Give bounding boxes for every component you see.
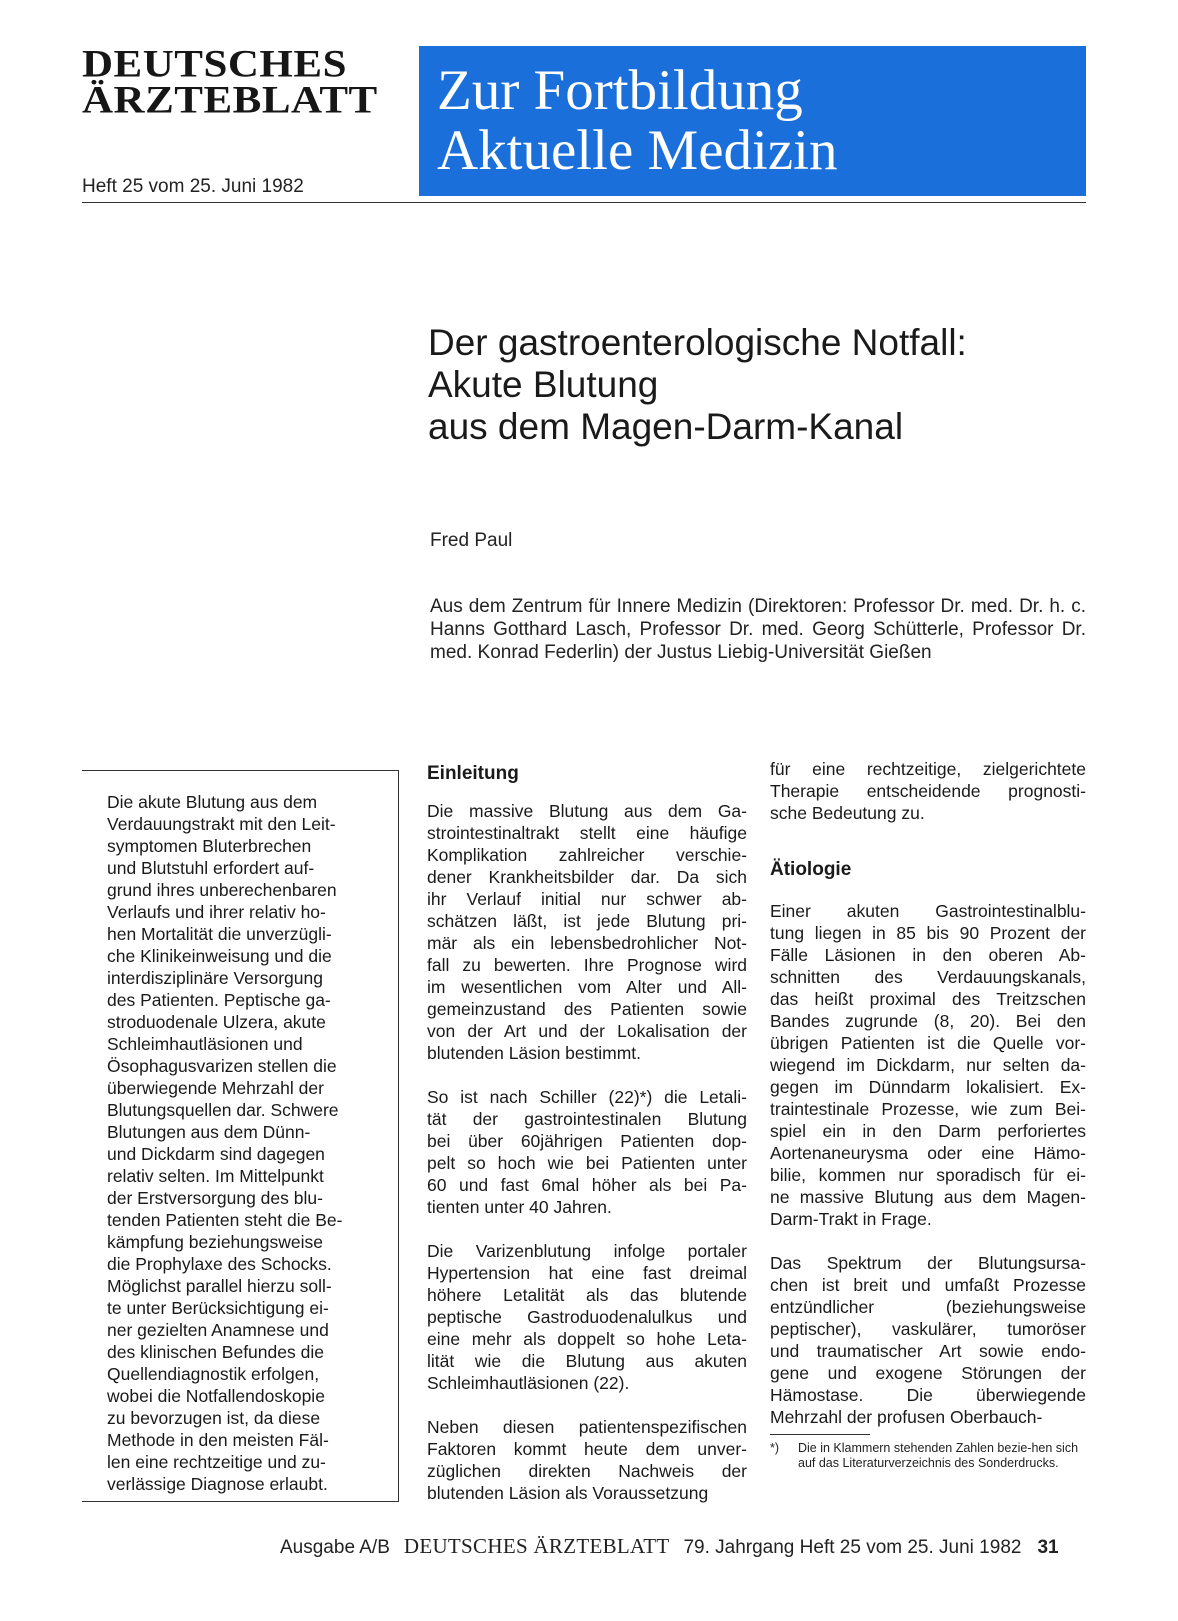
column-middle <box>427 762 747 1504</box>
text-line: Therapie entscheidende prognosti- <box>770 781 1086 801</box>
page-number: 31 <box>1037 1537 1059 1558</box>
text-line: tung liegen in 85 bis 90 Prozent der <box>770 923 1086 943</box>
text-line: Die massive Blutung aus dem Ga- <box>427 801 747 821</box>
text-line: pelt so hoch wie bei Patienten unter <box>427 1153 747 1173</box>
paragraph <box>427 800 747 1064</box>
masthead-title-line2: ÄRZTEBLATT <box>82 78 378 122</box>
text-line: Methode in den meisten Fäl- <box>107 1430 329 1450</box>
text-line: kämpfung beziehungsweise <box>107 1232 323 1252</box>
footer-volume: 79. Jahrgang Heft 25 vom 25. Juni 1982 <box>683 1537 1022 1558</box>
text-line: Hypertension hat eine fast dreimal <box>427 1263 747 1283</box>
text-line: überwiegende Mehrzahl der <box>107 1078 324 1098</box>
text-line: die Prophylaxe des Schocks. <box>107 1254 332 1274</box>
title-line: Der gastroenterologische Notfall: <box>428 322 967 363</box>
author-name: Fred Paul <box>430 530 513 551</box>
text-line: gegen im Dünndarm lokalisiert. Ex- <box>770 1077 1086 1097</box>
text-line: Quellendiagnostik erfolgen, <box>107 1364 320 1384</box>
text-line: dener Krankheitsbilder dar. Da sich <box>427 867 747 887</box>
text-line: gemeinzustand des Patienten sowie <box>427 999 747 1019</box>
text-line: Blutungsquellen dar. Schwere <box>107 1100 339 1120</box>
text-line: zu bevorzugen ist, da diese <box>107 1408 321 1428</box>
text-line: Die akute Blutung aus dem <box>107 792 318 812</box>
text-line: tienten unter 40 Jahren. <box>427 1197 612 1217</box>
masthead-title-line1: DEUTSCHES <box>82 42 347 86</box>
column-right <box>770 758 1086 1471</box>
text-line: strointestinaltrakt stellt eine häufige <box>427 823 747 843</box>
text-line: Aortenaneurysma oder eine Hämo- <box>770 1143 1086 1163</box>
text-line: bei über 60jährigen Patienten dop- <box>427 1131 747 1151</box>
text-line: und Blutstuhl erfordert auf- <box>107 858 315 878</box>
footnote-rule <box>770 1434 870 1435</box>
text-line: Mehrzahl der profusen Oberbauch- <box>770 1407 1043 1427</box>
text-line: Schleimhautläsionen und <box>107 1034 303 1054</box>
text-line: schnitten des Verdauungskanals, <box>770 967 1086 987</box>
text-line: des Patienten. Peptische ga- <box>107 990 331 1010</box>
affiliation: Aus dem Zentrum für Innere Medizin (Direktoren: Professor Dr. med. Dr. h. c. Hanns Gotthard Lasch, Professor Dr. med. Georg Schütterle, Professor Dr. med. Konrad Federlin) der Justus Liebig-Universität Gießen <box>430 596 1086 663</box>
paragraph <box>770 758 1086 824</box>
text-line: wobei die Notfallendoskopie <box>107 1386 325 1406</box>
text-line: Ösophagusvarizen stellen die <box>107 1056 337 1076</box>
text-line: schätzen läßt, ist jede Blutung pri- <box>427 911 747 931</box>
text-line: Das Spektrum der Blutungsursa- <box>770 1253 1086 1273</box>
text-line: blutenden Läsion bestimmt. <box>427 1043 642 1063</box>
text-line: sche Bedeutung zu. <box>770 803 925 823</box>
text-line: und Dickdarm sind dagegen <box>107 1144 325 1164</box>
paragraph <box>770 900 1086 1230</box>
text-line: Hämostase. Die überwiegende <box>770 1385 1086 1405</box>
text-line: eine mehr als doppelt so hohe Leta- <box>427 1329 747 1349</box>
paragraph <box>770 1252 1086 1428</box>
text-line: übrigen Patienten ist die Quelle vor- <box>770 1033 1086 1053</box>
text-line: stroduodenale Ulzera, akute <box>107 1012 326 1032</box>
text-line: che Klinikeinweisung und die <box>107 946 332 966</box>
text-line: Verdauungstrakt mit den Leit- <box>107 814 336 834</box>
text-line: ihr Verlauf initial nur schwer ab- <box>427 889 747 909</box>
text-line: Bandes zugrunde (8, 20). Bei den <box>770 1011 1086 1031</box>
footnote-text: Die in Klammern stehenden Zahlen bezie-hen sich auf das Literaturverzeichnis des Sonderdrucks. <box>798 1441 1079 1470</box>
paragraph <box>427 1086 747 1218</box>
banner-line2: Aktuelle Medizin <box>437 119 838 182</box>
footer-edition: Ausgabe A/B <box>280 1537 390 1558</box>
text-line: chen ist breit und umfaßt Prozesse <box>770 1275 1086 1295</box>
text-line: So ist nach Schiller (22)*) die Letali- <box>427 1087 747 1107</box>
title-line: aus dem Magen-Darm-Kanal <box>428 406 904 447</box>
text-line: bilie, kommen nur sporadisch für ei- <box>770 1165 1086 1185</box>
text-line: ner gezielten Anamnese und <box>107 1320 329 1340</box>
article-title <box>428 322 1128 448</box>
text-line: des klinischen Befundes die <box>107 1342 324 1362</box>
text-line: von der Art und der Lokalisation der <box>427 1021 747 1041</box>
text-line: 60 und fast 6mal höher als bei Pa- <box>427 1175 747 1195</box>
section-banner <box>419 46 1086 196</box>
text-line: grund ihres unberechenbaren <box>107 880 337 900</box>
text-line: und traumatischer Art sowie endo- <box>770 1341 1086 1361</box>
text-line: entzündlicher (beziehungsweise <box>770 1297 1086 1317</box>
text-line: Die Varizenblutung infolge portaler <box>427 1241 747 1261</box>
footer-brand: DEUTSCHES ÄRZTEBLATT <box>403 1534 670 1558</box>
text-line: gene und exogene Störungen der <box>770 1363 1086 1383</box>
text-line: züglichen direkten Nachweis der <box>427 1461 747 1481</box>
text-line: symptomen Bluterbrechen <box>107 836 312 856</box>
header-rule <box>82 202 1086 203</box>
text-line: ne massive Blutung aus dem Magen- <box>770 1187 1086 1207</box>
text-line: tät der gastrointestinalen Blutung <box>427 1109 747 1129</box>
text-line: für eine rechtzeitige, zielgerichtete <box>770 759 1086 779</box>
page-footer <box>280 1534 1086 1559</box>
abstract-text <box>107 791 375 1495</box>
text-line: fall zu bewerten. Ihre Prognose wird <box>427 955 747 975</box>
text-line: Möglichst parallel hierzu soll- <box>107 1276 332 1296</box>
text-line: wiegend im Dickdarm, nur selten da- <box>770 1055 1086 1075</box>
text-line: spiel ein in den Darm perforiertes <box>770 1121 1086 1141</box>
text-line: höhere Letalität als das blutende <box>427 1285 747 1305</box>
text-line: mär als ein lebensbedrohlicher Not- <box>427 933 747 953</box>
text-line: len eine rechtzeitige und zu- <box>107 1452 326 1472</box>
text-line: Blutungen aus dem Dünn- <box>107 1122 311 1142</box>
text-line: interdisziplinäre Versorgung <box>107 968 323 988</box>
section-heading-einleitung: Einleitung <box>427 763 519 784</box>
text-line: tenden Patienten steht die Be- <box>107 1210 343 1230</box>
title-line: Akute Blutung <box>428 364 659 405</box>
text-line: lität wie die Blutung aus akuten <box>427 1351 747 1371</box>
footnote-mark: *) <box>770 1441 780 1455</box>
text-line: Faktoren kommt heute dem unver- <box>427 1439 747 1459</box>
text-line: Verlaufs und ihrer relativ ho- <box>107 902 326 922</box>
text-line: Komplikation zahlreicher verschie- <box>427 845 747 865</box>
abstract-box <box>82 770 399 1502</box>
text-line: Einer akuten Gastrointestinalblu- <box>770 901 1086 921</box>
section-heading-aetiologie: Ätiologie <box>770 859 852 880</box>
text-line: traintestinale Prozesse, wie zum Bei- <box>770 1099 1086 1119</box>
paragraph <box>427 1240 747 1394</box>
text-line: der Erstversorgung des blu- <box>107 1188 323 1208</box>
text-line: Schleimhautläsionen (22). <box>427 1373 630 1393</box>
text-line: verlässige Diagnose erlaubt. <box>107 1474 328 1494</box>
text-line: hen Mortalität die unverzügli- <box>107 924 332 944</box>
text-line: Fälle Läsionen in den oberen Ab- <box>770 945 1086 965</box>
footnote <box>770 1441 1086 1471</box>
text-line: te unter Berücksichtigung ei- <box>107 1298 329 1318</box>
banner-line1: Zur Fortbildung <box>437 59 803 122</box>
text-line: blutenden Läsion als Voraussetzung <box>427 1483 709 1503</box>
text-line: Neben diesen patientenspezifischen <box>427 1417 747 1437</box>
text-line: Darm-Trakt in Frage. <box>770 1209 932 1229</box>
issue-date: Heft 25 vom 25. Juni 1982 <box>82 176 304 197</box>
text-line: peptische Gastroduodenalulkus und <box>427 1307 747 1327</box>
text-line: das heißt proximal des Treitzschen <box>770 989 1086 1009</box>
paragraph <box>427 1416 747 1504</box>
text-line: relativ selten. Im Mittelpunkt <box>107 1166 324 1186</box>
text-line: peptischer), vaskulärer, tumoröser <box>770 1319 1086 1339</box>
text-line: im wesentlichen vom Alter und All- <box>427 977 747 997</box>
